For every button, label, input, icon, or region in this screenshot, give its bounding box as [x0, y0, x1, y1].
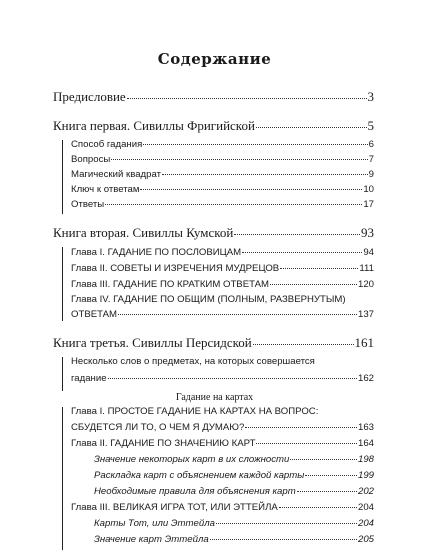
entry-label: ОТВЕТАМ [71, 309, 118, 320]
toc-entry-line[interactable]: Глава IV. ГАДАНИЕ ПО ОБЩИМ (ПОЛНЫМ, РАЗВЕРНУТЫМ) [71, 294, 346, 305]
entry-label: Необходимые правила для объяснения карт [94, 486, 296, 497]
leader-dots [305, 475, 357, 476]
entry-page: 199 [357, 470, 374, 481]
toc-entry[interactable] [94, 534, 374, 545]
leader-dots [242, 252, 362, 253]
section-bar [62, 357, 63, 391]
entry-page: 164 [357, 438, 374, 449]
entry-label: Глава II. СОВЕТЫ И ИЗРЕЧЕНИЯ МУДРЕЦОВ [71, 263, 280, 274]
entry-label: Глава III. ГАДАНИЕ ПО КРАТКИМ ОТВЕТАМ [71, 279, 270, 290]
entry-page: 198 [357, 454, 374, 465]
leader-dots [280, 268, 358, 269]
toc-entry[interactable] [71, 422, 374, 433]
leader-dots [290, 459, 357, 460]
entry-label: Книга вторая. Сивиллы Кумской [53, 225, 234, 240]
toc-entry[interactable] [71, 438, 374, 449]
toc-entry[interactable] [71, 502, 374, 513]
leader-dots [210, 539, 357, 540]
entry-label: гадание [71, 373, 107, 384]
toc-entry[interactable] [71, 199, 374, 210]
entry-page: 161 [354, 335, 374, 350]
leader-dots [234, 234, 360, 235]
entry-page: 6 [368, 139, 374, 150]
leader-dots [253, 344, 354, 345]
page-title: Содержание [157, 50, 272, 68]
entry-page: 94 [363, 247, 374, 258]
entry-label: Ключ к ответам [71, 184, 140, 195]
entry-label: Книга третья. Сивиллы Персидской [53, 335, 252, 350]
toc-entry[interactable] [71, 247, 374, 258]
entry-label: Значение карт Эттейла [94, 534, 209, 545]
entry-page: 17 [363, 199, 374, 210]
entry-page: 204 [357, 502, 374, 513]
entry-label: Книга первая. Сивиллы Фригийской [53, 118, 255, 133]
entry-page: 120 [357, 279, 374, 290]
entry-label: Магический квадрат [71, 169, 161, 180]
toc-entry[interactable] [94, 518, 374, 529]
entry-page: 111 [359, 263, 374, 274]
leader-dots [111, 159, 367, 160]
toc-entry[interactable] [71, 184, 374, 195]
toc-entry[interactable] [71, 263, 374, 274]
leader-dots [127, 98, 367, 99]
entry-label: Ответы [71, 199, 105, 210]
leader-dots [245, 427, 357, 428]
entry-label: Глава III. ВЕЛИКАЯ ИГРА ТОТ, ИЛИ ЭТТЕЙЛА [71, 502, 278, 513]
toc-entry[interactable] [71, 169, 374, 180]
entry-label: Способ гадания [71, 139, 143, 150]
section-bar [62, 247, 63, 321]
leader-dots [270, 284, 357, 285]
toc-entry-book2[interactable] [53, 225, 374, 241]
toc-entry[interactable] [94, 454, 374, 465]
leader-dots [216, 523, 357, 524]
entry-page: 5 [367, 118, 374, 133]
entry-label: Значение некоторых карт в их сложности [94, 454, 290, 465]
leader-dots [140, 189, 362, 190]
toc-entry-line[interactable]: Глава I. ПРОСТОЕ ГАДАНИЕ НА КАРТАХ НА ВОПРОС: [71, 406, 319, 417]
leader-dots [108, 378, 357, 379]
toc-entry[interactable] [94, 470, 374, 481]
entry-page: 10 [363, 184, 374, 195]
toc-entry[interactable] [71, 373, 374, 384]
toc-entry-book3[interactable] [53, 335, 374, 351]
leader-dots [143, 144, 367, 145]
toc-entry[interactable] [71, 139, 374, 150]
entry-page: 93 [361, 225, 374, 240]
leader-dots [279, 507, 357, 508]
toc-entry[interactable] [71, 309, 374, 320]
entry-label: Глава I. ГАДАНИЕ ПО ПОСЛОВИЦАМ [71, 247, 242, 258]
section-bar [62, 140, 63, 214]
entry-page: 202 [357, 486, 374, 497]
leader-dots [297, 491, 357, 492]
leader-dots [162, 174, 368, 175]
entry-label: Предисловие [53, 89, 126, 104]
toc-entry-preface[interactable] [53, 89, 374, 105]
entry-page: 9 [368, 169, 374, 180]
leader-dots [118, 314, 357, 315]
section-bar [62, 407, 63, 550]
leader-dots [256, 443, 357, 444]
entry-label: Глава II. ГАДАНИЕ ПО ЗНАЧЕНИЮ КАРТ [71, 438, 256, 449]
entry-page: 162 [357, 373, 374, 384]
entry-page: 204 [357, 518, 374, 529]
entry-page: 163 [357, 422, 374, 433]
entry-page: 137 [357, 309, 374, 320]
toc-entry-book1[interactable] [53, 118, 374, 134]
toc-entry-line[interactable]: Несколько слов о предметах, на которых совершается [71, 356, 315, 367]
toc-entry[interactable] [71, 154, 374, 165]
toc-entry[interactable] [94, 486, 374, 497]
section-heading: Гадание на картах [175, 392, 254, 403]
leader-dots [256, 127, 367, 128]
entry-label: Раскладка карт с объяснением каждой карты [94, 470, 305, 481]
entry-label: Карты Тот, или Эттейла [94, 518, 215, 529]
leader-dots [105, 204, 362, 205]
entry-label: СБУДЕТСЯ ЛИ ТО, О ЧЕМ Я ДУМАЮ? [71, 422, 245, 433]
entry-label: Вопросы [71, 154, 111, 165]
entry-page: 3 [367, 89, 374, 104]
toc-entry[interactable] [71, 279, 374, 290]
entry-page: 7 [368, 154, 374, 165]
entry-page: 205 [357, 534, 374, 545]
